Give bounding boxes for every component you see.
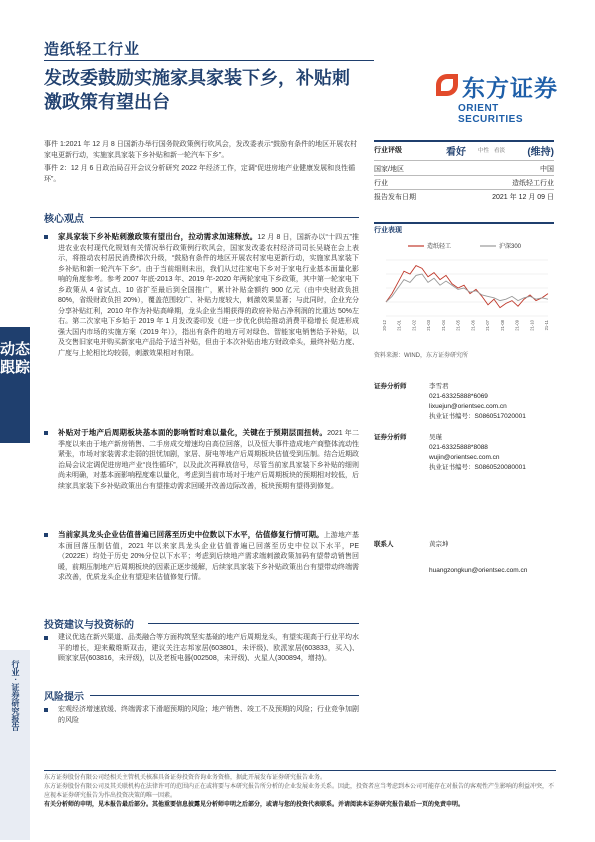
footer-rule [44,770,556,771]
bullet-2-heading: 补贴对于地产后周期板块基本面的影响暂时难以量化，关键在于预期层面扭转。 [58,428,328,437]
doc-type-line-1: 动态 [0,341,31,358]
doc-type-tag [0,327,30,443]
logo-en: ORIENT SECURITIES [458,103,524,125]
analyst-cert: 执业证书编号：S0860520080001 [429,464,526,471]
section-risk-title: 风险提示 [44,692,84,703]
footer-line-1: 东方证券股份有限公司经相关主管机关核准具备证券投资咨询业务资格，据此开展发布证券研究报告业务。 [44,775,327,781]
rating-bearish: 看淡 [494,148,506,154]
x-tick-label: 21-07 [485,320,491,331]
doc-category-label: 行业 · 证券研究报告 [11,660,20,732]
doc-category-tag [0,650,30,840]
bullet-dot-icon [44,636,48,640]
info-label: 行业 [374,180,388,187]
analyst-role: 证券分析师 [374,383,407,390]
section-core-title: 核心观点 [44,214,84,225]
x-tick-label: 21-09 [514,320,520,331]
events-block [44,140,359,188]
industry-performance-chart [378,238,554,348]
x-tick-label: 21-10 [529,320,535,331]
analyst-info [429,382,554,422]
invest-bullet [44,633,359,665]
chart-source-text: 资料来源：WIND，东方证券研究所 [374,353,468,359]
rating-row [374,144,554,158]
series-line-0 [386,266,548,308]
analyst-email[interactable]: wujin@orientsec.com.cn [429,454,500,461]
analyst-info [429,540,554,576]
analyst-1 [374,382,554,422]
title-line-1: 发改委鼓励实施家具家装下乡，补贴刺 [44,68,350,88]
bullet-1 [44,232,359,359]
x-tick-label: 21-03 [426,320,432,331]
info-row-date [374,191,554,202]
x-tick-label: 21-01 [396,320,402,331]
event-1: 事件 1:2021 年 12 月 8 日国新办举行国务院政策例行吹风会，发改委表示“鼓励有条件的地区开展农村家电更新行动，实施家具家装下乡补贴和新一轮汽车下乡”。 [44,141,358,159]
bullet-dot-icon [44,235,48,239]
x-tick-label: 21-11 [544,320,549,331]
chart-source [374,350,554,359]
bullet-2-text: 2021 年二季度以来由于地产新房销售、二手房成交增速均自高位回落，以及恒大事件造成地产商整体流动性紧张，市场对家装需求走弱的担忧加剧，家居、厨电等地产后周期板块估值受到压制。结合近期政治局会议定调促进房地产业“良性循环”，以及此次再释放信号，尽管当前家具家装下乡补贴的细则尚未明确，对基本面影响程度难以量化，考虑到当前市场对于地产后周期板块的预期相对较低，后续家具家装下乡补贴政策出台有望推动需求回暖并改善边际改善，板块预期有望得到修复。 [58,430,359,490]
chart-header [374,222,554,234]
info-row-region [374,163,554,174]
bullet-1-text: 12 月 8 日，国新办以“十四五”推进农业农村现代化规划有关情况举行政策例行吹风会，国家发改委农村经济司司长吴晓在会上表示，将推动农村居民消费梯次升级，“鼓励有条件的地区开展农村家电更新行动，实施家具家装下乡补贴和新一轮汽车下乡”。由于当前细则未出，我们从过往家电下乡对于家电行业基本面量化影响的角度参考。参考 2007 年底-2013 年、2019 年-2020 年两轮家电下乡政策，其中第一轮家电下乡政策从 4 省试点、10 省扩至最后到全国推广，累计补贴金额约 900 亿元（由中央财政负担 80%，省级财政负担 20%），覆盖范围较广、补贴力度较大，刺激效果显著；与此同时，企业充分分享补贴红利，2010 年作为补贴高峰期，龙头企业当期获得的政府补贴占净利润的比重达 50%左右。第二次家电下乡始于 2019 年 1 月发改委印发《进一步优化供给推动消费平稳增长 促进形成强大国内市场的实施方案（2019 年）》，指出有条件的地方可对绿色、智能家电销售给予补贴，以及交售旧家电并购买新家电产品给予适当补贴，但由于本次补贴由地方财政牵头，最终补贴力度、广度与上轮相比均较弱，刺激效果相对有限。 [58,234,359,357]
analyst-phone: 021-63325888*8088 [429,444,488,451]
rating-rule [374,160,554,161]
chart-legend [408,242,522,250]
chart-top-rule [374,222,554,224]
analyst-cert: 执业证书编号：S0860517020001 [429,413,526,420]
rating-top-rule [374,140,554,142]
analyst-email[interactable]: huangzongkun@orientsec.com.cn [429,567,528,574]
rating-neutral: 中性 [478,148,490,154]
info-label: 国家/地区 [374,166,404,173]
analyst-name: 吴瑾 [429,434,442,441]
section-core-divider [90,217,359,218]
analyst-name: 黄宗坤 [429,541,449,548]
chart-x-ticks [382,319,549,330]
bullet-2 [44,428,359,492]
report-title [44,66,384,114]
analyst-phone: 021-63325888*6069 [429,393,488,400]
x-tick-label: 21-06 [470,320,476,331]
legend-label-0: 造纸轻工 [427,244,452,250]
bullet-3-text: 上游地产基本面回落压制估值，2021 年以来家具龙头企业估值普遍已回落至历史中位以下水平，PE（2022E）均处于历史 20%分位以下水平；考虑到后续地产需求端刺激政策加码有望带动销售回暖，前期压制地产后周期板块的因素正逐步缓解，后续家具家装下乡补贴政策出台有望带动终端需求改善，优质龙头企业有望迎来估值修复行情。 [58,532,359,581]
info-rule [374,175,554,176]
analyst-name: 李雪君 [429,383,449,390]
info-rule [374,189,554,190]
x-tick-label: 21-04 [440,320,446,331]
info-value: 2021 年 12 月 09 日 [492,194,554,201]
analyst-info [429,433,554,473]
bullet-dot-icon [44,708,48,712]
contact-person [374,540,554,580]
footer-line-3: 有关分析师的申明，见本报告最后部分。其他重要信息披露见分析师申明之后部分，或请与您的投资代表联系。并请阅读本证券研究报告最后一页的免责申明。 [44,802,465,808]
section-invest-divider [148,623,359,624]
x-tick-label: 20-12 [382,320,387,331]
logo-cn: 东方证券 [462,75,558,101]
info-row-industry [374,177,554,188]
rating-keep: (维持) [527,147,554,158]
analyst-role: 联系人 [374,541,394,548]
analyst-email[interactable]: lixuejun@orientsec.com.cn [429,403,507,410]
report-sector: 造纸轻工行业 [44,41,141,58]
chart-lines [386,266,548,308]
section-invest-title: 投资建议与投资标的 [44,620,134,631]
bullet-1-heading: 家具家装下乡补贴刺激政策有望出台，拉动需求加速释放。 [58,232,258,241]
x-tick-label: 21-02 [411,320,417,331]
analyst-role: 证券分析师 [374,434,407,441]
bullet-dot-icon [44,533,48,537]
footer-line-2: 东方证券股份有限公司及其关联机构在法律许可的范围内正在或将要与本研究报告所分析的企业发展业务关系。因此，投资者应当考虑到本公司可能存在对报告的客观性产生影响的利益冲突，不应视本证券研究报告为作出投资决策的唯一因素。 [44,784,555,799]
logo-mark-icon [436,74,458,96]
risk-text: 宏观经济增速放缓、终端需求下滑超预期的风险；地产销售、竣工不及预期的风险；行业竞争加剧的风险 [58,706,359,724]
chart-grid [386,260,548,316]
bullet-3-heading: 当前家具龙头企业估值普遍已回落至历史中位数以下水平，估值修复行情可期。 [58,530,324,539]
doc-type-line-2: 跟踪 [0,359,31,376]
footer-disclaimer [44,770,556,810]
section-risk-divider [90,695,359,696]
legend-label-1: 沪深300 [499,244,522,250]
risk-bullet [44,705,359,726]
company-logo [440,70,558,130]
chart-title: 行业表现 [374,227,402,234]
title-line-2: 激政策有望出台 [44,92,170,112]
info-label: 报告发布日期 [374,194,416,201]
x-tick-label: 21-08 [499,320,505,331]
event-2: 事件 2：12 月 6 日政治局召开会议分析研究 2022 年经济工作，定调“促进房地产业健康发展和良性循环”。 [44,165,356,183]
header-divider [44,60,374,61]
info-value: 造纸轻工行业 [512,180,554,187]
invest-text: 建议优选在新兴渠道、品类融合等方面构筑坚实基础的地产后周期龙头，有望实现高于行业平均水平的增长，迎来戴维斯双击，建议关注志邦家居(603801，未评级)、欧派家居(603833，买入)、顾家家居(603816，未评级)，以及老板电器(002508，未评级)、火星人(300894，增持)。 [58,634,359,662]
bullet-dot-icon [44,431,48,435]
x-tick-label: 21-05 [455,320,461,331]
bullet-3 [44,530,359,584]
info-value: 中国 [540,166,554,173]
rating-value: 看好 [446,147,466,158]
rating-label: 行业评级 [374,147,402,154]
rating-panel [374,140,554,200]
analyst-2 [374,433,554,473]
